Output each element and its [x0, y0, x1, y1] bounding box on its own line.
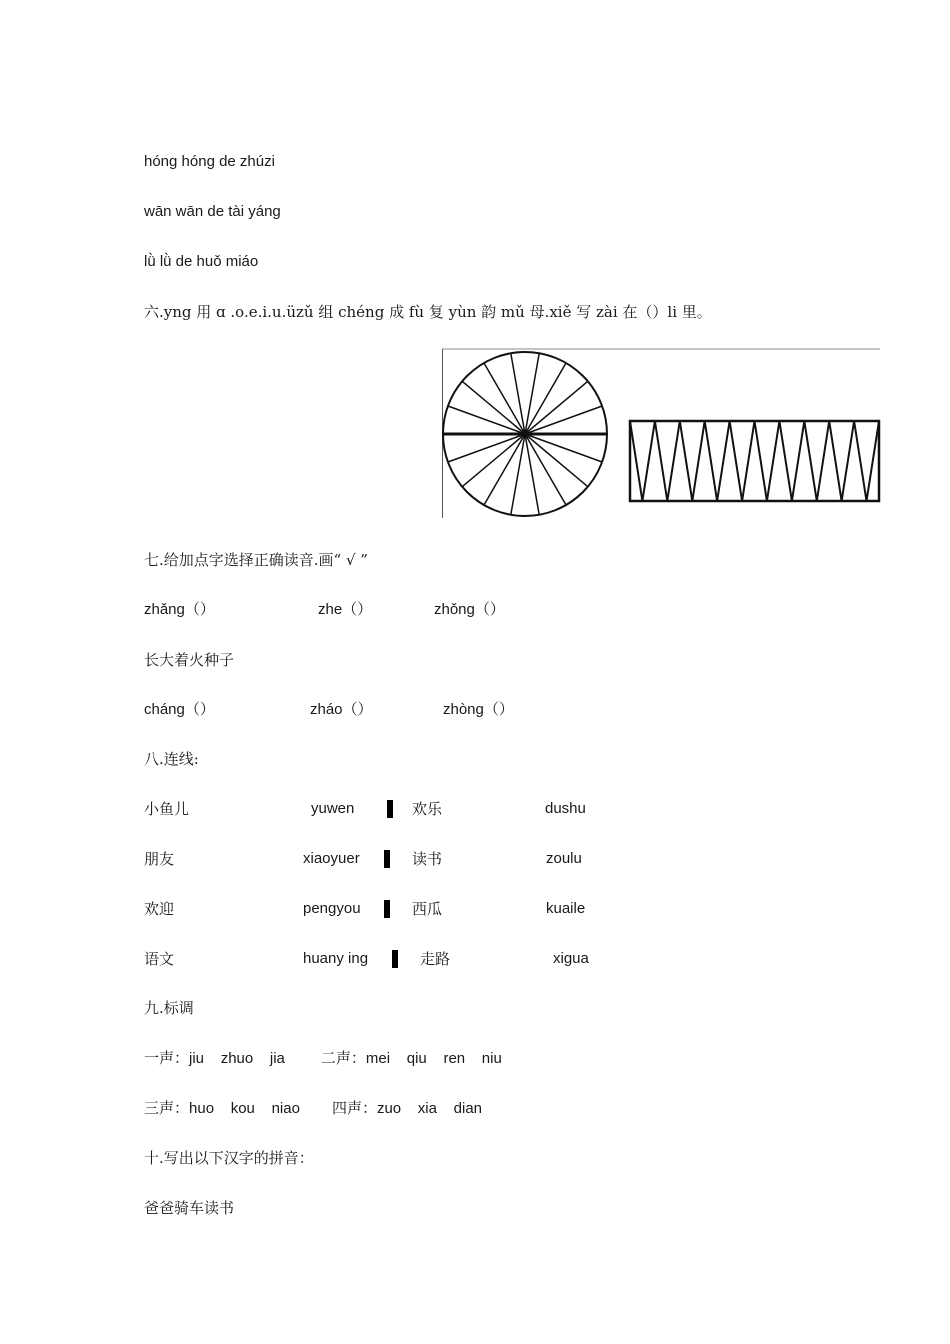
reading-option: zhǎng（） — [144, 601, 215, 618]
match-word: 走路 — [420, 950, 451, 968]
wheel-spoke — [462, 381, 525, 434]
section-6-title: 六.yng 用 ɑ .o.e.i.u.üzǔ 组 chéng 成 fù 复 yùn 韵 mǔ 母.xiě 写 zài 在（）li 里。 — [144, 303, 712, 321]
wheel-spoke — [525, 406, 602, 434]
bullet-marker — [384, 900, 390, 918]
tone-1-row — [144, 1048, 502, 1069]
pinyin-line-3: lǜ lǜ de huǒ miáo — [144, 253, 259, 270]
wheel-spoke — [525, 434, 602, 462]
wheel-spoke — [525, 381, 588, 434]
wheel-and-zigzag-figure — [442, 348, 882, 520]
section-7-title: 七.给加点字选择正确读音.画“ √ ” — [144, 551, 368, 569]
tone-1-words: jiu zhuo jia — [189, 1050, 285, 1067]
pinyin-line-2: wān wān de tài yáng — [144, 203, 281, 220]
match-word: 西瓜 — [412, 900, 443, 918]
tone-4-words: zuo xia dian — [376, 1100, 483, 1117]
match-word: 欢乐 — [412, 800, 443, 818]
bullet-marker — [392, 950, 398, 968]
match-word: 读书 — [412, 850, 443, 868]
match-word: 朋友 — [144, 850, 175, 868]
reading-option: cháng（） — [144, 701, 215, 718]
match-pinyin: kuaile — [546, 900, 586, 917]
tone-3-label: 三声： — [144, 1099, 190, 1117]
section-10-title: 十.写出以下汉字的拼音： — [144, 1149, 314, 1167]
tone-4-label: 四声： — [331, 1099, 377, 1117]
reading-option: zhe（） — [318, 601, 373, 618]
tone-2-label: 二声： — [320, 1049, 366, 1067]
tone-3-words: huo kou niao — [189, 1100, 300, 1117]
match-pinyin: pengyou — [303, 900, 361, 917]
reading-option: zhòng（） — [443, 701, 514, 718]
match-pinyin: huany ing — [303, 950, 369, 967]
tone-2-words: mei qiu ren niu — [365, 1050, 502, 1067]
section-9-title: 九.标调 — [144, 999, 194, 1017]
match-word: 小鱼儿 — [144, 800, 190, 818]
reading-option: zhǒng（） — [434, 601, 505, 618]
section-7-words: 长大着火种子 — [144, 651, 235, 669]
pinyin-line-1: hóng hóng de zhúzi — [144, 153, 275, 170]
wheel-spoke — [448, 406, 525, 434]
section-10-words: 爸爸骑车读书 — [144, 1199, 235, 1217]
bullet-marker — [384, 850, 390, 868]
wheel-spoke — [448, 434, 525, 462]
match-word: 语文 — [144, 950, 175, 968]
match-pinyin: zoulu — [546, 850, 582, 867]
zigzag-graphic — [630, 421, 879, 501]
match-pinyin: yuwen — [311, 800, 355, 817]
wheel-spoke — [525, 434, 588, 487]
reading-option: zháo（） — [310, 701, 373, 718]
match-pinyin: xigua — [553, 950, 589, 967]
tone-1-label: 一声： — [144, 1049, 190, 1067]
bullet-marker — [387, 800, 393, 818]
match-pinyin: xiaoyuer — [303, 850, 360, 867]
section-8-title: 八.连线: — [144, 750, 199, 768]
match-word: 欢迎 — [144, 900, 175, 918]
tone-3-row — [144, 1098, 482, 1119]
wheel-graphic — [443, 352, 607, 516]
match-pinyin: dushu — [545, 800, 586, 817]
wheel-spoke — [462, 434, 525, 487]
figure-drawing — [442, 348, 882, 520]
